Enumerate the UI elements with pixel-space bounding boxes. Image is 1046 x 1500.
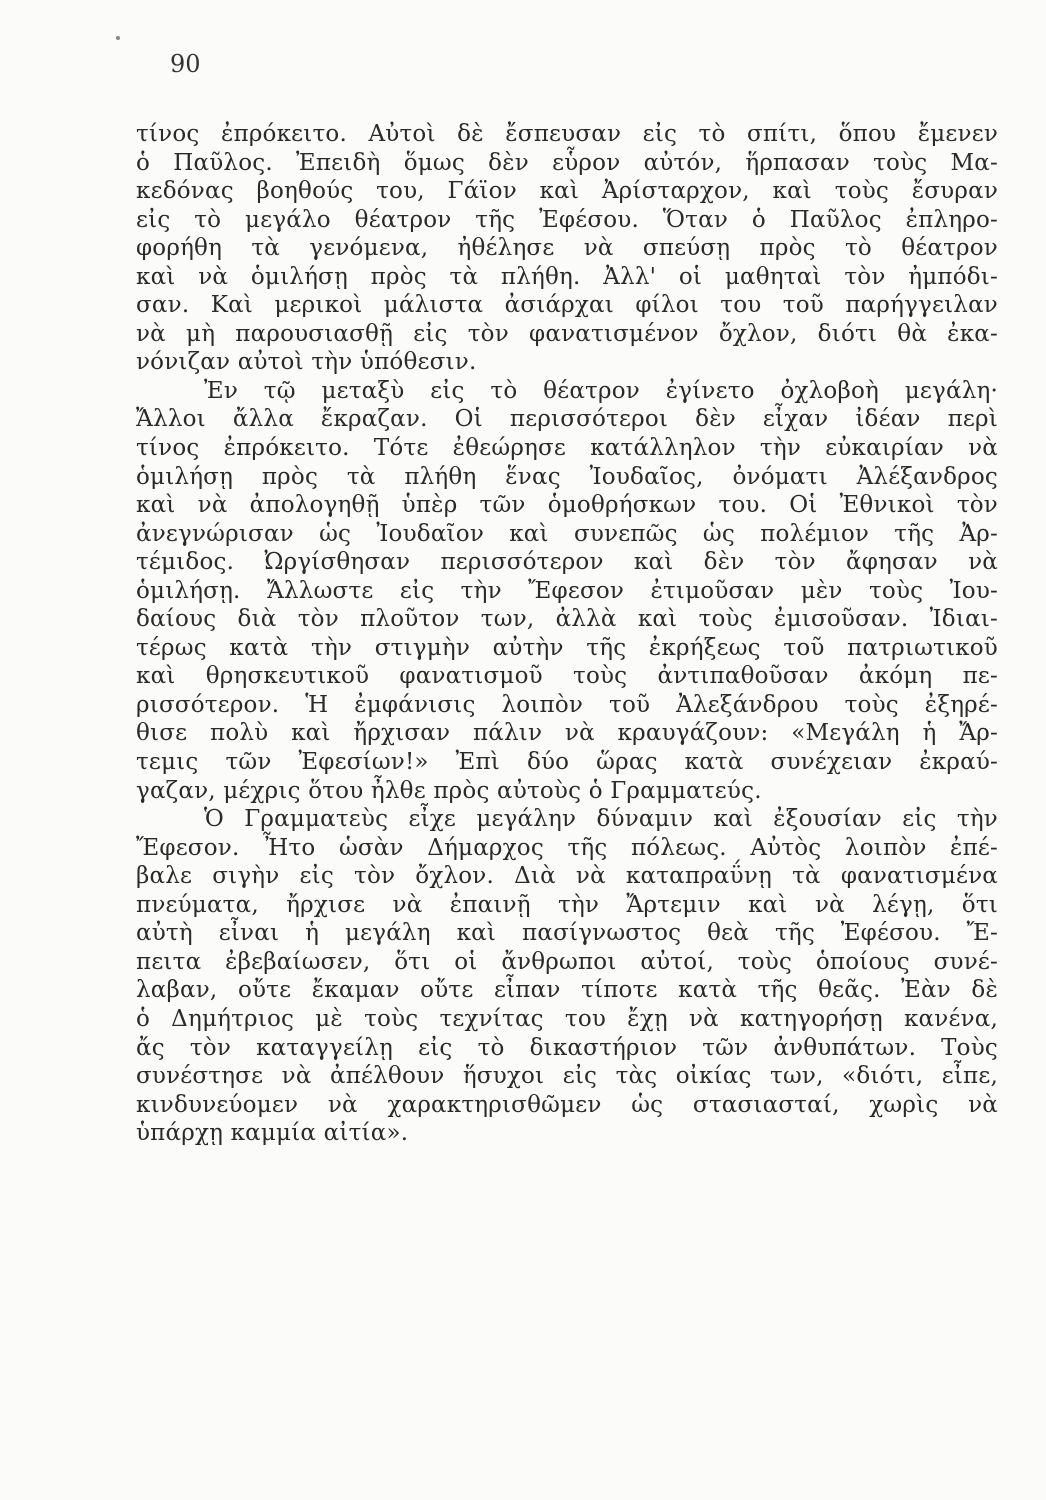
text-line: δαίους διὰ τὸν πλοῦτον των, ἀλλὰ καὶ τοὺς ἐμισοῦσαν. Ἰδιαι- <box>136 606 998 633</box>
text-line: γαζαν, μέχρις ὅτου ἦλθε πρὸς αὐτοὺς ὁ Γραμματεύς. <box>136 777 762 804</box>
text-line: ἄς τὸν καταγγείλῃ εἰς τὸ δικαστήριον τῶν ἀνθυπάτων. Τοὺς <box>136 1034 998 1061</box>
text-line: πειτα ἐβεβαίωσεν, ὅτι οἱ ἄνθρωποι αὐτοί, τοὺς ὁποίους συνέ- <box>136 948 998 975</box>
text-line: τεμις τῶν Ἐφεσίων!» Ἐπὶ δύο ὥρας κατὰ συνέχειαν ἐκραύ- <box>136 749 998 776</box>
text-line: Ἄλλοι ἄλλα ἔκραζαν. Οἱ περισσότεροι δὲν εἶχαν ἰδέαν περὶ <box>136 406 998 433</box>
scan-speck <box>116 36 120 40</box>
text-line: Ἔφεσον. Ἦτο ὡσὰν Δήμαρχος τῆς πόλεως. Αὐτὸς λοιπὸν ἐπέ- <box>136 834 998 861</box>
text-line: βαλε σιγὴν εἰς τὸν ὄχλον. Διὰ νὰ καταπραΰνῃ τὰ φανατισμένα <box>136 863 998 890</box>
text-line: εἰς τὸ μεγάλο θέατρον τῆς Ἐφέσου. Ὅταν ὁ Παῦλος ἐπληρο- <box>136 206 998 233</box>
text-line: ἀνεγνώρισαν ὡς Ἰουδαῖον καὶ συνεπῶς ὡς πολέμιον τῆς Ἀρ- <box>136 520 998 547</box>
text-line: κινδυνεύομεν νὰ χαρακτηρισθῶμεν ὡς στασιασταί, χωρὶς νὰ <box>136 1091 998 1118</box>
text-line: ὁ Δημήτριος μὲ τοὺς τεχνίτας του ἔχῃ νὰ κατηγορήσῃ κανένα, <box>136 1005 998 1032</box>
text-line: τίνος ἐπρόκειτο. Αὐτοὶ δὲ ἔσπευσαν εἰς τὸ σπίτι, ὅπου ἔμενεν <box>136 121 998 147</box>
text-line: ὁμιλήσῃ. Ἄλλωστε εἰς τὴν Ἔφεσον ἐτιμοῦσαν μὲν τοὺς Ἰου- <box>136 577 998 604</box>
text-line: καὶ νὰ ὁμιλήσῃ πρὸς τὰ πλήθη. Ἀλλ' οἱ μαθηταὶ τὸν ἠμπόδι- <box>136 263 998 290</box>
text-line: τίνος ἐπρόκειτο. Τότε ἐθεώρησε κατάλληλον τὴν εὐκαιρίαν νὰ <box>136 435 998 462</box>
text-line: Ὁ Γραμματεὺς εἶχε μεγάλην δύναμιν καὶ ἐξουσίαν εἰς τὴν <box>204 806 998 833</box>
text-line: τέρως κατὰ τὴν στιγμὴν αὐτὴν τῆς ἐκρήξεως τοῦ πατριωτικοῦ <box>136 634 998 661</box>
text-line: καὶ θρησκευτικοῦ φανατισμοῦ τοὺς ἀντιπαθοῦσαν ἀκόμη πε- <box>136 663 998 690</box>
text-line: Ἐν τῷ μεταξὺ εἰς τὸ θέατρον ἐγίνετο ὀχλοβοὴ μεγάλη· <box>204 377 998 404</box>
text-line: ὁ Παῦλος. Ἐπειδὴ ὅμως δὲν εὗρον αὐτόν, ἥρπασαν τοὺς Μα- <box>136 149 998 176</box>
text-line: φορήθη τὰ γενόμενα, ἠθέλησε νὰ σπεύσῃ πρὸς τὸ θέατρον <box>136 235 998 262</box>
text-line: ρισσότερον. Ἡ ἐμφάνισις λοιπὸν τοῦ Ἀλεξάνδρου τοὺς ἐξηρέ- <box>136 691 998 718</box>
text-line: λαβαν, οὔτε ἔκαμαν οὔτε εἶπαν τίποτε κατὰ τῆς θεᾶς. Ἐὰν δὲ <box>136 977 998 1004</box>
text-line: ὁμιλήσῃ πρὸς τὰ πλήθη ἕνας Ἰουδαῖος, ὀνόματι Ἀλέξανδρος <box>136 463 998 490</box>
text-line: αὐτὴ εἶναι ἡ μεγάλη καὶ πασίγνωστος θεὰ τῆς Ἐφέσου. Ἔ- <box>136 920 998 947</box>
body-text <box>136 120 998 1148</box>
text-line: νὰ μὴ παρουσιασθῇ εἰς τὸν φανατισμένον ὄχλον, διότι θὰ ἐκα- <box>136 320 998 347</box>
text-line: κεδόνας βοηθούς του, Γάϊον καὶ Ἀρίσταρχον, καὶ τοὺς ἔσυραν <box>136 178 998 205</box>
page-number: 90 <box>170 50 201 78</box>
text-line: ὑπάρχῃ καμμία αἰτία». <box>136 1120 409 1147</box>
text-line: τέμιδος. Ὠργίσθησαν περισσότερον καὶ δὲν τὸν ἄφησαν νὰ <box>136 549 998 576</box>
text-line: θισε πολὺ καὶ ἤρχισαν πάλιν νὰ κραυγάζουν: «Μεγάλη ἡ Ἄρ- <box>136 720 998 747</box>
text-line: πνεύματα, ἤρχισε νὰ ἐπαινῇ τὴν Ἄρτεμιν καὶ νὰ λέγῃ, ὅτι <box>136 891 998 918</box>
text-line: καὶ νὰ ἀπολογηθῇ ὑπὲρ τῶν ὁμοθρήσκων του. Οἱ Ἐθνικοὶ τὸν <box>136 492 998 519</box>
text-line: σαν. Καὶ μερικοὶ μάλιστα ἀσιάρχαι φίλοι του τοῦ παρήγγειλαν <box>136 292 998 319</box>
text-line: συνέστησε νὰ ἀπέλθουν ἥσυχοι εἰς τὰς οἰκίας των, «διότι, εἶπε, <box>136 1063 998 1090</box>
text-line: νόνιζαν αὐτοὶ τὴν ὑπόθεσιν. <box>136 349 477 376</box>
